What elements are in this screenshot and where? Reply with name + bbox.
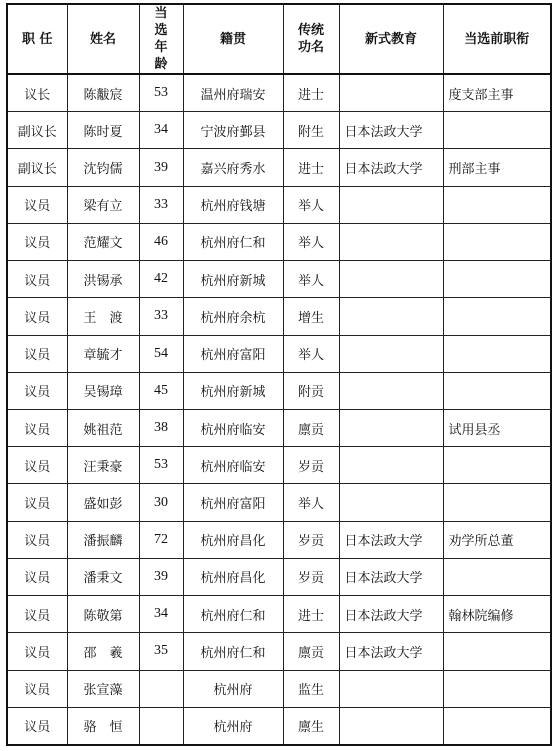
cell-age: 42	[139, 261, 183, 298]
cell-age: 39	[139, 558, 183, 595]
cell-name: 张宣藻	[67, 670, 139, 707]
cell-native-place: 嘉兴府秀水	[183, 149, 283, 186]
table-row	[7, 521, 551, 558]
cell-native-place: 杭州府临安	[183, 447, 283, 484]
officials-table	[6, 3, 552, 746]
cell-modern-education	[339, 74, 443, 112]
cell-native-place: 杭州府钱塘	[183, 186, 283, 223]
header-prior-title: 当选前职衔	[443, 4, 551, 74]
cell-prior-title	[443, 261, 551, 298]
officials-table-container	[6, 3, 550, 746]
cell-traditional-degree: 进士	[283, 74, 339, 112]
cell-traditional-degree: 举人	[283, 223, 339, 260]
cell-traditional-degree: 岁贡	[283, 521, 339, 558]
cell-age: 39	[139, 149, 183, 186]
cell-traditional-degree: 进士	[283, 596, 339, 633]
cell-traditional-degree: 廪生	[283, 707, 339, 745]
cell-position: 议员	[7, 596, 67, 633]
cell-modern-education	[339, 261, 443, 298]
cell-prior-title	[443, 372, 551, 409]
table-row	[7, 558, 551, 595]
cell-position: 副议长	[7, 112, 67, 149]
cell-position: 议员	[7, 335, 67, 372]
cell-modern-education	[339, 372, 443, 409]
cell-position: 议员	[7, 372, 67, 409]
cell-age: 53	[139, 74, 183, 112]
cell-prior-title	[443, 633, 551, 670]
cell-position: 议员	[7, 521, 67, 558]
cell-age: 33	[139, 298, 183, 335]
cell-modern-education	[339, 298, 443, 335]
cell-name: 盛如彭	[67, 484, 139, 521]
cell-name: 陈敬第	[67, 596, 139, 633]
cell-prior-title	[443, 335, 551, 372]
cell-name: 吴锡璋	[67, 372, 139, 409]
cell-position: 议长	[7, 74, 67, 112]
cell-traditional-degree: 举人	[283, 484, 339, 521]
cell-age: 38	[139, 409, 183, 446]
table-row	[7, 298, 551, 335]
cell-prior-title	[443, 670, 551, 707]
cell-native-place: 宁波府鄞县	[183, 112, 283, 149]
cell-modern-education: 日本法政大学	[339, 558, 443, 595]
cell-modern-education	[339, 707, 443, 745]
cell-age	[139, 707, 183, 745]
cell-position: 议员	[7, 409, 67, 446]
cell-native-place: 杭州府	[183, 707, 283, 745]
cell-name: 陈时夏	[67, 112, 139, 149]
cell-position: 议员	[7, 670, 67, 707]
cell-prior-title	[443, 298, 551, 335]
cell-modern-education: 日本法政大学	[339, 521, 443, 558]
cell-prior-title: 劝学所总董	[443, 521, 551, 558]
cell-age: 34	[139, 112, 183, 149]
cell-age: 46	[139, 223, 183, 260]
cell-traditional-degree: 岁贡	[283, 447, 339, 484]
cell-modern-education	[339, 447, 443, 484]
cell-traditional-degree: 举人	[283, 335, 339, 372]
cell-name: 范耀文	[67, 223, 139, 260]
cell-age: 72	[139, 521, 183, 558]
header-age: 当选年龄	[139, 4, 183, 74]
cell-native-place: 杭州府临安	[183, 409, 283, 446]
cell-name: 潘振麟	[67, 521, 139, 558]
cell-traditional-degree: 附贡	[283, 372, 339, 409]
table-row	[7, 447, 551, 484]
cell-age: 54	[139, 335, 183, 372]
cell-modern-education	[339, 409, 443, 446]
cell-modern-education: 日本法政大学	[339, 112, 443, 149]
cell-position: 议员	[7, 223, 67, 260]
cell-traditional-degree: 增生	[283, 298, 339, 335]
cell-age: 34	[139, 596, 183, 633]
cell-name: 沈钧儒	[67, 149, 139, 186]
cell-native-place: 杭州府新城	[183, 261, 283, 298]
cell-modern-education	[339, 223, 443, 260]
cell-prior-title	[443, 484, 551, 521]
cell-native-place: 杭州府昌化	[183, 558, 283, 595]
table-row	[7, 186, 551, 223]
cell-modern-education: 日本法政大学	[339, 633, 443, 670]
cell-name: 潘秉文	[67, 558, 139, 595]
header-native-place: 籍贯	[183, 4, 283, 74]
cell-position: 议员	[7, 447, 67, 484]
cell-modern-education	[339, 186, 443, 223]
cell-prior-title	[443, 558, 551, 595]
table-row	[7, 112, 551, 149]
table-row	[7, 261, 551, 298]
cell-name: 陈黻宸	[67, 74, 139, 112]
cell-position: 副议长	[7, 149, 67, 186]
table-row	[7, 484, 551, 521]
cell-prior-title	[443, 186, 551, 223]
cell-age: 53	[139, 447, 183, 484]
cell-traditional-degree: 岁贡	[283, 558, 339, 595]
table-row	[7, 409, 551, 446]
cell-prior-title	[443, 447, 551, 484]
cell-name: 骆 恒	[67, 707, 139, 745]
table-row	[7, 223, 551, 260]
cell-name: 姚祖范	[67, 409, 139, 446]
cell-traditional-degree: 举人	[283, 261, 339, 298]
cell-native-place: 杭州府仁和	[183, 633, 283, 670]
cell-prior-title: 刑部主事	[443, 149, 551, 186]
cell-traditional-degree: 举人	[283, 186, 339, 223]
cell-name: 汪秉豪	[67, 447, 139, 484]
cell-traditional-degree: 附生	[283, 112, 339, 149]
cell-native-place: 温州府瑞安	[183, 74, 283, 112]
table-row	[7, 707, 551, 745]
header-modern-education: 新式教育	[339, 4, 443, 74]
cell-position: 议员	[7, 186, 67, 223]
cell-traditional-degree: 廪贡	[283, 409, 339, 446]
cell-name: 章毓才	[67, 335, 139, 372]
cell-position: 议员	[7, 633, 67, 670]
cell-name: 王 渡	[67, 298, 139, 335]
cell-modern-education	[339, 670, 443, 707]
table-body	[7, 74, 551, 745]
cell-age: 30	[139, 484, 183, 521]
cell-position: 议员	[7, 261, 67, 298]
cell-age: 33	[139, 186, 183, 223]
cell-position: 议员	[7, 558, 67, 595]
cell-position: 议员	[7, 298, 67, 335]
cell-name: 洪锡承	[67, 261, 139, 298]
cell-traditional-degree: 监生	[283, 670, 339, 707]
cell-age: 35	[139, 633, 183, 670]
table-row	[7, 74, 551, 112]
table-row	[7, 149, 551, 186]
cell-modern-education	[339, 335, 443, 372]
cell-prior-title: 试用县丞	[443, 409, 551, 446]
cell-native-place: 杭州府仁和	[183, 596, 283, 633]
cell-native-place: 杭州府余杭	[183, 298, 283, 335]
table-row	[7, 335, 551, 372]
cell-position: 议员	[7, 484, 67, 521]
table-row	[7, 633, 551, 670]
cell-age	[139, 670, 183, 707]
cell-traditional-degree: 廪贡	[283, 633, 339, 670]
header-name: 姓名	[67, 4, 139, 74]
cell-modern-education: 日本法政大学	[339, 596, 443, 633]
cell-traditional-degree: 进士	[283, 149, 339, 186]
cell-prior-title	[443, 112, 551, 149]
cell-position: 议员	[7, 707, 67, 745]
cell-native-place: 杭州府富阳	[183, 484, 283, 521]
table-row	[7, 670, 551, 707]
header-position: 职 任	[7, 4, 67, 74]
cell-native-place: 杭州府富阳	[183, 335, 283, 372]
table-row	[7, 596, 551, 633]
header-traditional-degree: 传统功名	[283, 4, 339, 74]
cell-native-place: 杭州府	[183, 670, 283, 707]
cell-native-place: 杭州府仁和	[183, 223, 283, 260]
cell-modern-education: 日本法政大学	[339, 149, 443, 186]
cell-age: 45	[139, 372, 183, 409]
cell-modern-education	[339, 484, 443, 521]
cell-prior-title: 度支部主事	[443, 74, 551, 112]
cell-native-place: 杭州府昌化	[183, 521, 283, 558]
cell-prior-title	[443, 707, 551, 745]
cell-name: 邵 羲	[67, 633, 139, 670]
cell-name: 梁有立	[67, 186, 139, 223]
cell-native-place: 杭州府新城	[183, 372, 283, 409]
table-row	[7, 372, 551, 409]
cell-prior-title	[443, 223, 551, 260]
cell-prior-title: 翰林院编修	[443, 596, 551, 633]
header-row	[7, 4, 551, 74]
